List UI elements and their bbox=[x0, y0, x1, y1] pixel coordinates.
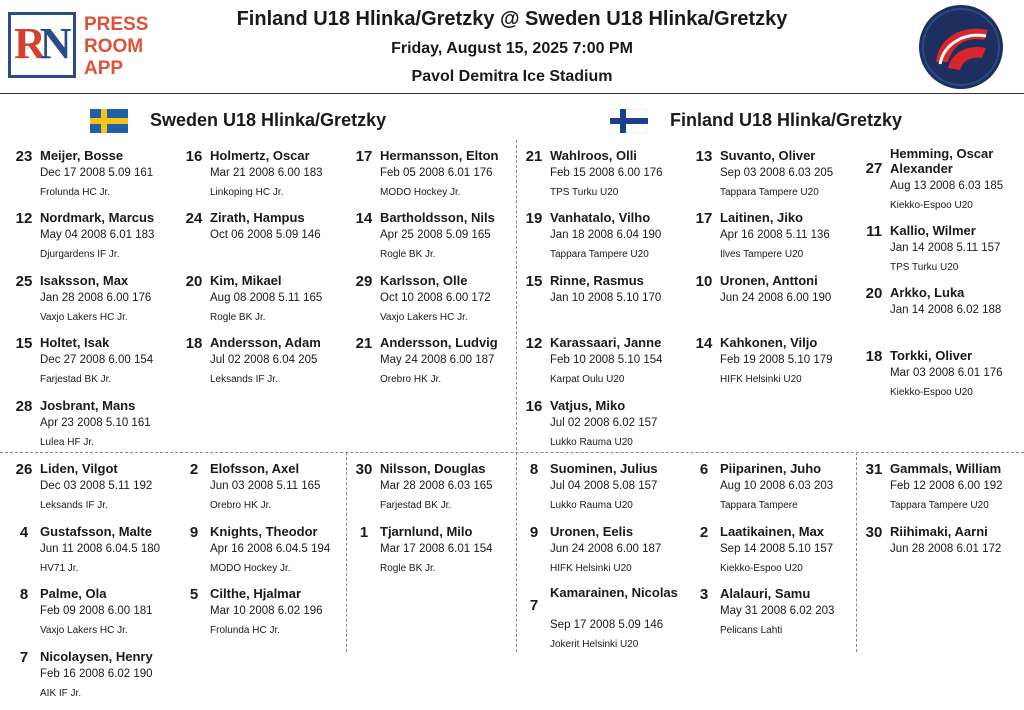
jersey-number: 17 bbox=[355, 148, 373, 165]
player-name: Andersson, Ludvig bbox=[380, 335, 498, 350]
player-card[interactable] bbox=[352, 461, 520, 521]
player-club: MODO Hockey Jr. bbox=[210, 563, 291, 574]
player-club: TPS Turku U20 bbox=[890, 262, 959, 273]
player-info: Mar 28 2008 6.03 165 bbox=[380, 480, 493, 492]
jersey-number: 21 bbox=[355, 335, 373, 352]
player-club: AIK IF Jr. bbox=[40, 688, 82, 699]
player-card[interactable] bbox=[352, 335, 520, 395]
player-club: Kiekko-Espoo U20 bbox=[890, 200, 973, 211]
player-card[interactable] bbox=[522, 524, 690, 584]
player-card[interactable] bbox=[12, 586, 180, 646]
player-info: Feb 05 2008 6.01 176 bbox=[380, 167, 493, 179]
player-name: Cilthe, Hjalmar bbox=[210, 586, 302, 601]
player-name: Piiparinen, Juho bbox=[720, 461, 822, 476]
player-card[interactable] bbox=[352, 524, 520, 584]
player-card[interactable] bbox=[522, 398, 690, 458]
player-info: Oct 10 2008 6.00 172 bbox=[380, 292, 491, 304]
player-card[interactable] bbox=[352, 210, 520, 270]
sweden-flag-icon bbox=[90, 109, 128, 133]
player-card[interactable] bbox=[692, 461, 860, 521]
jersey-number: 2 bbox=[699, 524, 709, 541]
player-club: Rogle BK Jr. bbox=[380, 563, 436, 574]
jersey-number: 16 bbox=[185, 148, 203, 165]
player-club: HIFK Helsinki U20 bbox=[550, 563, 632, 574]
player-info: Feb 16 2008 6.02 190 bbox=[40, 668, 153, 680]
player-info: Mar 10 2008 6.02 196 bbox=[210, 605, 323, 617]
game-venue: Pavol Demitra Ice Stadium bbox=[411, 68, 613, 85]
player-info: Mar 21 2008 6.00 183 bbox=[210, 167, 323, 179]
player-club: Frolunda HC Jr. bbox=[40, 187, 111, 198]
jersey-number: 16 bbox=[525, 398, 543, 415]
player-name: Kahkonen, Viljo bbox=[720, 335, 818, 350]
player-club: HV71 Jr. bbox=[40, 563, 79, 574]
player-info: Jun 24 2008 6.00 190 bbox=[720, 292, 832, 304]
player-club: Lukko Rauma U20 bbox=[550, 500, 633, 511]
player-name: Wahlroos, Olli bbox=[550, 148, 637, 163]
player-name: Nordmark, Marcus bbox=[40, 210, 155, 225]
logo-text: PRESS ROOM APP bbox=[84, 14, 149, 79]
player-info: Apr 16 2008 5.11 136 bbox=[720, 229, 830, 241]
player-card[interactable] bbox=[522, 210, 690, 270]
player-name: Suvanto, Oliver bbox=[720, 148, 816, 163]
player-name: Palme, Ola bbox=[40, 586, 107, 601]
jersey-number: 1 bbox=[359, 524, 369, 541]
player-info: May 24 2008 6.00 187 bbox=[380, 354, 495, 366]
player-card[interactable] bbox=[862, 146, 1024, 220]
player-club: Rogle BK Jr. bbox=[380, 249, 436, 260]
player-name: Nicolaysen, Henry bbox=[40, 649, 153, 664]
player-club: Rogle BK Jr. bbox=[210, 312, 266, 323]
player-club: Vaxjo Lakers HC Jr. bbox=[380, 312, 468, 323]
player-club: Djurgardens IF Jr. bbox=[40, 249, 120, 260]
league-emblem-icon bbox=[918, 4, 1004, 90]
player-name: Hermansson, Elton bbox=[380, 148, 499, 163]
jersey-number: 21 bbox=[525, 148, 543, 165]
player-name: Kallio, Wilmer bbox=[890, 223, 976, 238]
player-card[interactable] bbox=[862, 223, 1024, 283]
player-info: Dec 03 2008 5.11 192 bbox=[40, 480, 153, 492]
player-info: Apr 23 2008 5.10 161 bbox=[40, 417, 151, 429]
player-name: Karassaari, Janne bbox=[550, 335, 662, 350]
player-info: May 04 2008 6.01 183 bbox=[40, 229, 155, 241]
player-card[interactable] bbox=[352, 273, 520, 333]
player-name: Riihimaki, Aarni bbox=[890, 524, 988, 539]
player-info: Jun 24 2008 6.00 187 bbox=[550, 543, 662, 555]
game-title: Finland U18 Hlinka/Gretzky @ Sweden U18 Hlinka/Gretzky bbox=[236, 8, 788, 30]
player-info: Jul 04 2008 5.08 157 bbox=[550, 480, 658, 492]
jersey-number: 20 bbox=[865, 285, 883, 302]
jersey-number: 7 bbox=[529, 597, 539, 614]
finland-team-name: Finland U18 Hlinka/Gretzky bbox=[670, 110, 903, 130]
player-club: TPS Turku U20 bbox=[550, 187, 619, 198]
player-info: Jun 11 2008 6.04.5 180 bbox=[40, 543, 161, 555]
jersey-number: 8 bbox=[529, 461, 539, 478]
jersey-number: 2 bbox=[189, 461, 199, 478]
player-name: Arkko, Luka bbox=[890, 285, 965, 300]
player-club: Karpat Oulu U20 bbox=[550, 374, 625, 385]
player-info: Jul 02 2008 6.04 205 bbox=[210, 354, 318, 366]
player-name: Vanhatalo, Vilho bbox=[550, 210, 651, 225]
player-card[interactable] bbox=[182, 461, 350, 521]
player-club: Farjestad BK Jr. bbox=[40, 374, 112, 385]
player-card[interactable] bbox=[182, 273, 350, 333]
player-name: Josbrant, Mans bbox=[40, 398, 136, 413]
jersey-number: 30 bbox=[865, 524, 883, 541]
player-club: Kiekko-Espoo U20 bbox=[890, 387, 973, 398]
jersey-number: 14 bbox=[355, 210, 373, 227]
jersey-number: 10 bbox=[695, 273, 713, 290]
player-info: Jan 14 2008 5.11 157 bbox=[890, 242, 1001, 254]
player-club: Frolunda HC Jr. bbox=[210, 625, 281, 636]
jersey-number: 8 bbox=[19, 586, 29, 603]
jersey-number: 7 bbox=[19, 649, 29, 666]
player-name: Hemming, Oscar Alexander bbox=[890, 146, 994, 176]
player-info: Apr 16 2008 6.04.5 194 bbox=[210, 543, 331, 555]
player-name: Nilsson, Douglas bbox=[380, 461, 486, 476]
player-club: MODO Hockey Jr. bbox=[380, 187, 461, 198]
player-card[interactable] bbox=[522, 273, 690, 333]
player-card[interactable] bbox=[12, 210, 180, 270]
player-info: Mar 03 2008 6.01 176 bbox=[890, 367, 1003, 379]
player-club: Leksands IF Jr. bbox=[40, 500, 108, 511]
player-name: Tjarnlund, Milo bbox=[380, 524, 473, 539]
player-card[interactable] bbox=[182, 148, 350, 208]
jersey-number: 3 bbox=[699, 586, 709, 603]
player-name: Uronen, Anttoni bbox=[720, 273, 818, 288]
player-card[interactable] bbox=[692, 586, 860, 646]
jersey-number: 14 bbox=[695, 335, 713, 352]
jersey-number: 19 bbox=[525, 210, 543, 227]
player-card[interactable] bbox=[862, 348, 1024, 408]
player-club: Kiekko-Espoo U20 bbox=[720, 563, 803, 574]
player-info: Feb 10 2008 5.10 154 bbox=[550, 354, 663, 366]
player-info: Sep 03 2008 6.03 205 bbox=[720, 167, 834, 179]
player-club: Jokerit Helsinki U20 bbox=[550, 639, 639, 650]
jersey-number: 18 bbox=[185, 335, 203, 352]
jersey-number: 9 bbox=[529, 524, 539, 541]
player-club: Tappara Tampere bbox=[720, 500, 798, 511]
player-card[interactable] bbox=[522, 585, 690, 657]
player-name: Suominen, Julius bbox=[550, 461, 658, 476]
jersey-number: 5 bbox=[189, 586, 199, 603]
player-card[interactable] bbox=[12, 524, 180, 584]
player-card[interactable] bbox=[522, 461, 690, 521]
player-club: Tappara Tampere U20 bbox=[890, 500, 989, 511]
jersey-number: 24 bbox=[185, 210, 203, 227]
player-club: HIFK Helsinki U20 bbox=[720, 374, 802, 385]
player-card[interactable] bbox=[862, 461, 1024, 521]
player-club: Farjestad BK Jr. bbox=[380, 500, 452, 511]
player-card[interactable] bbox=[12, 273, 180, 333]
player-info: Jan 28 2008 6.00 176 bbox=[40, 292, 152, 304]
player-info: Sep 17 2008 5.09 146 bbox=[550, 619, 664, 631]
player-name: Laitinen, Jiko bbox=[720, 210, 804, 225]
player-name: Liden, Vilgot bbox=[40, 461, 118, 476]
player-club: Lulea HF Jr. bbox=[40, 437, 94, 448]
player-info: Feb 09 2008 6.00 181 bbox=[40, 605, 153, 617]
player-info: May 31 2008 6.02 203 bbox=[720, 605, 835, 617]
finland-team-header bbox=[610, 108, 930, 134]
player-info: Aug 10 2008 6.03 203 bbox=[720, 480, 834, 492]
player-name: Holmertz, Oscar bbox=[210, 148, 310, 163]
player-club: Linkoping HC Jr. bbox=[210, 187, 284, 198]
player-club: Leksands IF Jr. bbox=[210, 374, 278, 385]
jersey-number: 15 bbox=[15, 335, 33, 352]
jersey-number: 31 bbox=[865, 461, 883, 478]
game-date: Friday, August 15, 2025 7:00 PM bbox=[391, 40, 633, 57]
header-divider bbox=[0, 93, 1024, 94]
player-card[interactable] bbox=[182, 210, 350, 270]
jersey-number: 12 bbox=[15, 210, 33, 227]
player-name: Meijer, Bosse bbox=[40, 148, 124, 163]
player-card[interactable] bbox=[12, 335, 180, 395]
player-card[interactable] bbox=[182, 586, 350, 646]
player-name: Elofsson, Axel bbox=[210, 461, 300, 476]
player-name: Vatjus, Miko bbox=[550, 398, 626, 413]
player-name: Rinne, Rasmus bbox=[550, 273, 644, 288]
player-card[interactable] bbox=[862, 524, 1024, 584]
player-info: Jan 10 2008 5.10 170 bbox=[550, 292, 662, 304]
player-name: Kim, Mikael bbox=[210, 273, 282, 288]
player-info: Oct 06 2008 5.09 146 bbox=[210, 229, 321, 241]
jersey-number: 6 bbox=[699, 461, 709, 478]
player-card[interactable] bbox=[692, 210, 860, 270]
finland-flag-icon bbox=[610, 109, 648, 133]
player-info: Aug 08 2008 5.11 165 bbox=[210, 292, 323, 304]
player-name: Laatikainen, Max bbox=[720, 524, 825, 539]
player-club: Tappara Tampere U20 bbox=[720, 187, 819, 198]
jersey-number: 25 bbox=[15, 273, 33, 290]
player-name: Uronen, Eelis bbox=[550, 524, 634, 539]
player-name: Torkki, Oliver bbox=[890, 348, 973, 363]
player-info: Jan 14 2008 6.02 188 bbox=[890, 304, 1002, 316]
jersey-number: 30 bbox=[355, 461, 373, 478]
player-info: Feb 15 2008 6.00 176 bbox=[550, 167, 663, 179]
player-card[interactable] bbox=[862, 285, 1024, 345]
player-name: Karlsson, Olle bbox=[380, 273, 468, 288]
player-info: Jun 03 2008 5.11 165 bbox=[210, 480, 321, 492]
player-info: Mar 17 2008 6.01 154 bbox=[380, 543, 493, 555]
player-name: Andersson, Adam bbox=[210, 335, 321, 350]
player-info: Feb 19 2008 5.10 179 bbox=[720, 354, 833, 366]
player-card[interactable] bbox=[12, 461, 180, 521]
player-club: Orebro HK Jr. bbox=[210, 500, 272, 511]
jersey-number: 20 bbox=[185, 273, 203, 290]
player-card[interactable] bbox=[12, 398, 180, 458]
player-club: Tappara Tampere U20 bbox=[550, 249, 649, 260]
player-name: Isaksson, Max bbox=[40, 273, 129, 288]
jersey-number: 27 bbox=[865, 160, 883, 177]
player-club: Orebro HK Jr. bbox=[380, 374, 442, 385]
jersey-number: 18 bbox=[865, 348, 883, 365]
player-card[interactable] bbox=[522, 335, 690, 395]
jersey-number: 9 bbox=[189, 524, 199, 541]
player-name: Gammals, William bbox=[890, 461, 1002, 476]
jersey-number: 29 bbox=[355, 273, 373, 290]
player-club: Ilves Tampere U20 bbox=[720, 249, 804, 260]
player-info: Jun 28 2008 6.01 172 bbox=[890, 543, 1002, 555]
sweden-team-name: Sweden U18 Hlinka/Gretzky bbox=[150, 110, 387, 130]
player-info: Aug 13 2008 6.03 185 bbox=[890, 180, 1004, 192]
player-card[interactable] bbox=[182, 335, 350, 395]
player-card[interactable] bbox=[692, 524, 860, 584]
player-card[interactable] bbox=[12, 148, 180, 208]
jersey-number: 15 bbox=[525, 273, 543, 290]
player-card[interactable] bbox=[692, 273, 860, 333]
player-info: Jul 02 2008 6.02 157 bbox=[550, 417, 658, 429]
player-club: Vaxjo Lakers HC Jr. bbox=[40, 312, 128, 323]
player-club: Lukko Rauma U20 bbox=[550, 437, 633, 448]
jersey-number: 17 bbox=[695, 210, 713, 227]
player-name: Alalauri, Samu bbox=[720, 586, 811, 601]
player-name: Kamarainen, Nicolas bbox=[550, 585, 678, 600]
jersey-number: 13 bbox=[695, 148, 713, 165]
player-card[interactable] bbox=[692, 148, 860, 208]
logo-mark: RN bbox=[14, 19, 66, 68]
player-card[interactable] bbox=[182, 524, 350, 584]
player-name: Bartholdsson, Nils bbox=[380, 210, 495, 225]
sweden-team-header bbox=[90, 108, 410, 134]
player-info: Feb 12 2008 6.00 192 bbox=[890, 480, 1003, 492]
player-name: Holtet, Isak bbox=[40, 335, 110, 350]
player-info: Dec 17 2008 5.09 161 bbox=[40, 167, 154, 179]
player-info: Sep 14 2008 5.10 157 bbox=[720, 543, 834, 555]
player-name: Gustafsson, Malte bbox=[40, 524, 152, 539]
player-club: Vaxjo Lakers HC Jr. bbox=[40, 625, 128, 636]
jersey-number: 26 bbox=[15, 461, 33, 478]
player-info: Dec 27 2008 6.00 154 bbox=[40, 354, 154, 366]
player-card[interactable] bbox=[352, 148, 520, 208]
player-card[interactable] bbox=[12, 649, 180, 709]
jersey-number: 12 bbox=[525, 335, 543, 352]
player-name: Knights, Theodor bbox=[210, 524, 318, 539]
jersey-number: 4 bbox=[19, 524, 29, 541]
player-club: Pelicans Lahti bbox=[720, 625, 783, 636]
player-card[interactable] bbox=[522, 148, 690, 208]
player-card[interactable] bbox=[692, 335, 860, 395]
player-info: Apr 25 2008 5.09 165 bbox=[380, 229, 491, 241]
jersey-number: 23 bbox=[15, 148, 33, 165]
jersey-number: 28 bbox=[15, 398, 33, 415]
player-name: Zirath, Hampus bbox=[210, 210, 305, 225]
player-info: Jan 18 2008 6.04 190 bbox=[550, 229, 662, 241]
jersey-number: 11 bbox=[866, 223, 882, 240]
